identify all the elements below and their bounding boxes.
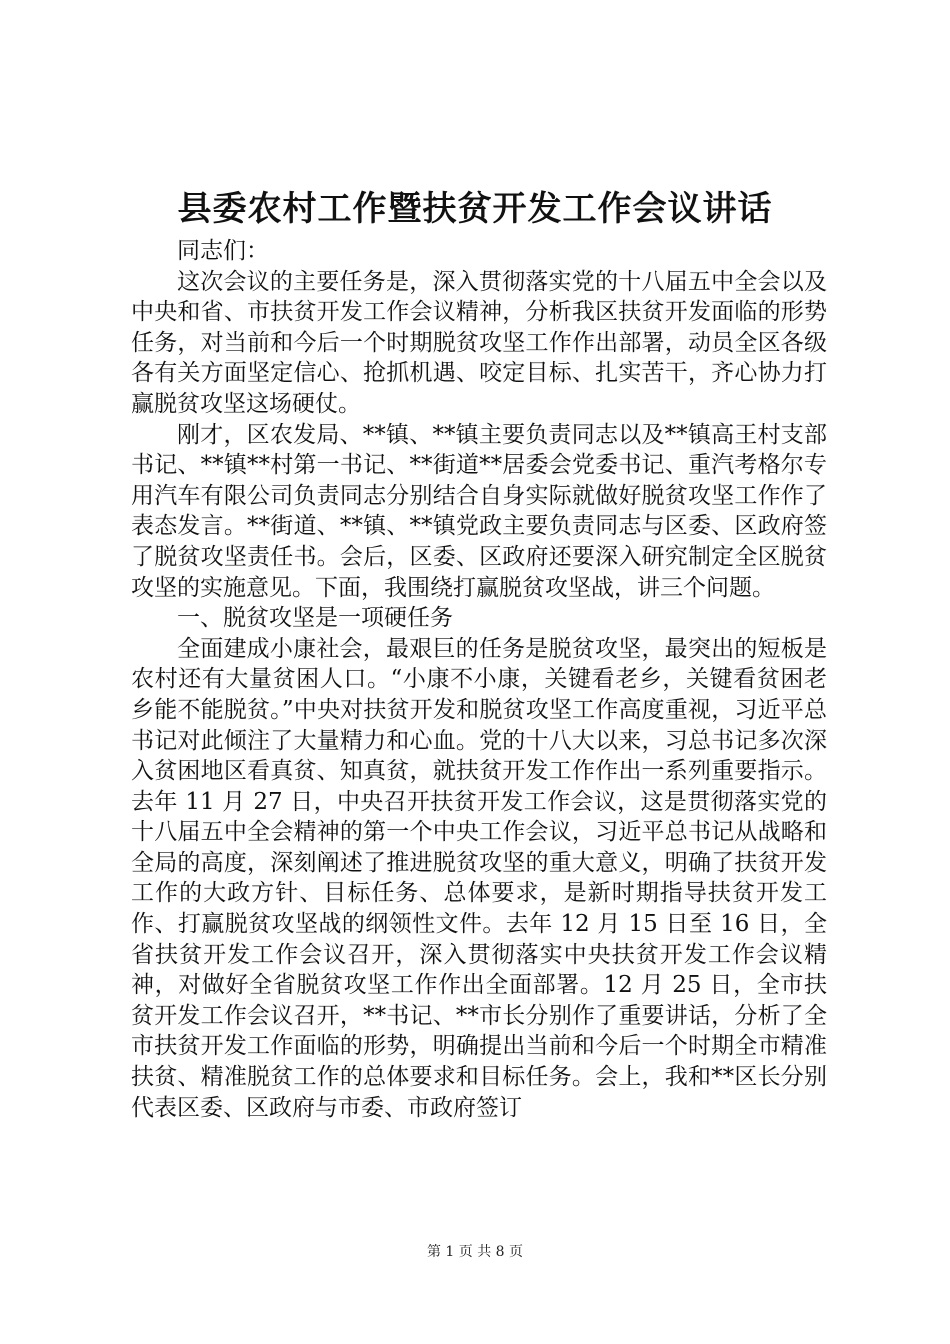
document-title: 县委农村工作暨扶贫开发工作会议讲话 [177, 189, 773, 229]
salutation: 同志们： [177, 238, 269, 264]
paragraph-section-one: 全面建成小康社会，最艰巨的任务是脱贫攻坚，最突出的短板是农村还有大量贫困人口。“小康不小康，关键看老乡，关键看贫困老乡能不能脱贫。”中央对扶贫开发和脱贫攻坚工作高度重视，习近平总书记对此倾注了大量精力和心血。党的十八大以来，习总书记多次深入贫困地区看真贫、知真贫，就扶贫开发工作作出一系列重要指示。去年 11 月 27 日，中央召开扶贫开发工作会议，这是贯彻落实党的十八届五中全会精神的第一个中央工作会议，习近平总书记从战略和全局的高度，深刻阐述了推进脱贫攻坚的重大意义，明确了扶贫开发工作的大政方针、目标任务、总体要求，是新时期指导扶贫开发工作、打赢脱贫攻坚战的纲领性文件。去年 12 月 15 日至 16 日，全省扶贫开发工作会议召开，深入贯彻落实中央扶贫开发工作会议精神，对做好全省脱贫攻坚工作作出全面部署。12 月 25 日，全市扶贫开发工作会议召开，**书记、**市长分别作了重要讲话，分析了全市扶贫开发工作面临的形势，明确提出当前和今后一个时期全市精准扶贫、精准脱贫工作的总体要求和目标任务。会上，我和**区长分别代表区委、区政府与市委、市政府签订 [131, 635, 827, 1121]
section-heading: 一、脱贫攻坚是一项硬任务 [177, 605, 453, 632]
paragraph-speeches: 刚才，区农发局、**镇、**镇主要负责同志以及**镇高王村支部书记、**镇**村第一书记、**街道**居委会党委书记、重汽考格尔专用汽车有限公司负责同志分别结合自身实际就做好脱贫攻坚工作作了表态发言。**街道、**镇、**镇党政主要负责同志与区委、区政府签了脱贫攻坚责任书。会后，区委、区政府还要深入研究制定全区脱贫攻坚的实施意见。下面，我围绕打赢脱贫攻坚战，讲三个问题。 [131, 421, 827, 601]
paragraph-intro: 这次会议的主要任务是，深入贯彻落实党的十八届五中全会以及中央和省、市扶贫开发工作会议精神，分析我区扶贫开发面临的形势任务，对当前和今后一个时期脱贫攻坚工作作出部署，动员全区各级各有关方面坚定信心、抢抓机遇、咬定目标、扎实苦干，齐心协力打赢脱贫攻坚这场硬仗。 [131, 268, 827, 417]
document-body [131, 236, 827, 1123]
page-footer: 第 1 页 共 8 页 [426, 1244, 524, 1260]
